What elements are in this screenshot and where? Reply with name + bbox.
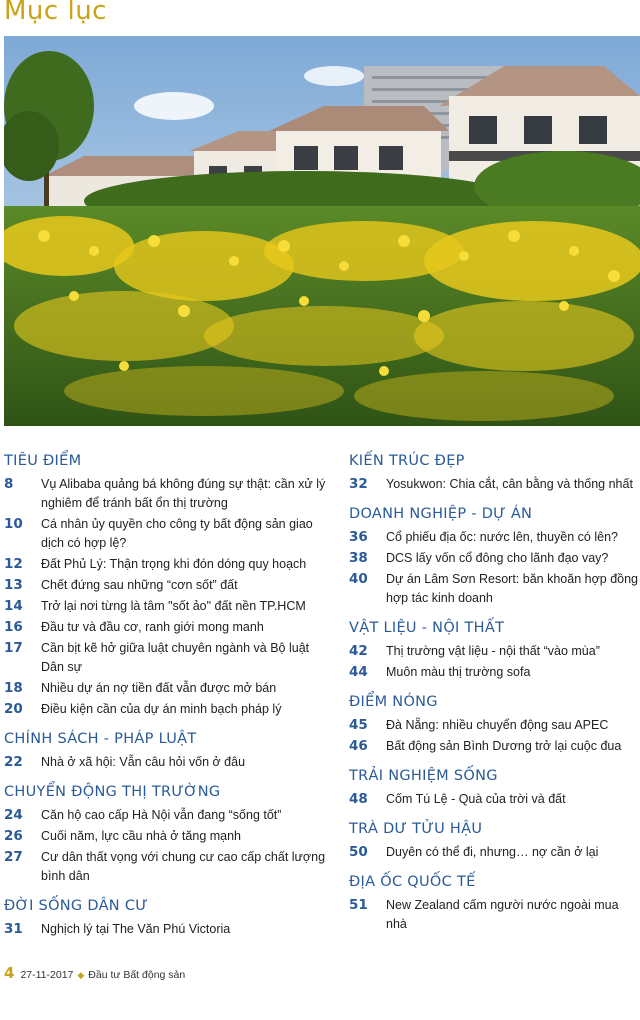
article-title: Cốm Tú Lệ - Quà của trời và đất [386,792,566,806]
toc-entry[interactable] [349,642,640,661]
footer-page-number: 4 [4,964,15,982]
toc-section [349,693,640,756]
page-number: 8 [4,476,14,492]
hero-photo [4,36,640,426]
section-title: TIÊU ĐIỂM [4,453,82,469]
section-title: TRẢI NGHIỆM SỐNG [349,768,498,784]
page-number: 27 [4,849,23,865]
page-number: 24 [4,807,23,823]
article-title: Thị trường vật liệu - nội thất “vào mùa” [386,644,600,658]
toc-entry[interactable] [4,920,330,939]
article-title: Vụ Alibaba quảng bá không đúng sự thật: cần xử lý nghiêm để tránh bất ổn thị trường [41,477,326,510]
page-number: 50 [349,844,368,860]
section-title: ĐIỂM NÓNG [349,694,438,710]
article-title: DCS lấy vốn cổ đông cho lãnh đạo vay? [386,551,609,565]
toc-section [349,619,640,682]
article-title: Cư dân thất vọng với chung cư cao cấp chất lượng bình dân [41,850,326,883]
article-title: Điều kiện cần của dự án minh bạch pháp lý [41,702,282,716]
article-title: Nhiều dự án nợ tiền đất vẫn được mở bán [41,681,277,695]
villa-garden-photo-icon [4,36,640,426]
toc-entry[interactable] [349,475,640,494]
page-number: 38 [349,550,368,566]
toc-section [349,505,640,608]
section-title: CHÍNH SÁCH - PHÁP LUẬT [4,731,197,747]
toc-entry[interactable] [349,843,640,862]
page-number: 31 [4,921,23,937]
toc-entry[interactable] [4,679,330,698]
toc-entry[interactable] [4,597,330,616]
page-number: 32 [349,476,368,492]
toc-entry[interactable] [4,700,330,719]
section-title: KIẾN TRÚC ĐẸP [349,453,465,469]
article-title: Nghịch lý tại The Văn Phú Victoria [41,922,231,936]
article-title: Bất động sản Bình Dương trở lại cuộc đua [386,739,622,753]
page-number: 46 [349,738,368,754]
toc-entry[interactable] [4,639,330,677]
section-title: TRÀ DƯ TỬU HẬU [349,821,483,837]
footer-date: 27-11-2017 [20,969,74,981]
page-number: 12 [4,556,23,572]
toc-entry[interactable] [4,618,330,637]
toc-entry[interactable] [4,555,330,574]
article-title: Đà Nẵng: nhiều chuyển động sau APEC [386,718,609,732]
article-title: Yosukwon: Chia cắt, cân bằng và thống nhất [386,477,633,491]
toc-left-column [4,452,330,950]
toc-entry[interactable] [4,848,330,886]
section-title: DOANH NGHIỆP - DỰ ÁN [349,506,533,522]
page-number: 20 [4,701,23,717]
article-title: Muôn màu thị trường sofa [386,665,531,679]
toc-entry[interactable] [4,753,330,772]
article-title: New Zealand cấm người nước ngoài mua nhà [386,898,619,931]
section-title: ĐỊA ỐC QUỐC TẾ [349,874,476,890]
page-number: 45 [349,717,368,733]
page-title: Mục lục [4,0,107,26]
article-title: Nhà ở xã hội: Vẫn câu hỏi vốn ở đâu [41,755,246,769]
toc-section [349,767,640,809]
article-title: Đầu tư và đầu cơ, ranh giới mong manh [41,620,264,634]
article-title: Cổ phiếu địa ốc: nước lên, thuyền có lên? [386,530,618,544]
toc-entry[interactable] [349,716,640,735]
article-title: Cá nhân ủy quyền cho công ty bất động sản giao dịch có hợp lệ? [41,517,313,550]
toc-entry[interactable] [349,528,640,547]
toc-section [4,730,330,772]
article-title: Đất Phủ Lý: Thận trọng khi đón dóng quy hoạch [41,557,307,571]
article-title: Trở lại nơi từng là tâm "sốt ảo" đất nền TP.HCM [41,599,306,613]
toc-entry[interactable] [4,515,330,553]
page-number: 44 [349,664,368,680]
article-title: Duyên có thể đi, nhưng… nợ cần ở lại [386,845,599,859]
diamond-separator-icon: ◆ [77,970,85,980]
article-title: Dự án Lâm Sơn Resort: băn khoăn hợp đồng hợp tác kinh doanh [386,572,638,605]
toc-entry[interactable] [349,737,640,756]
toc-section [4,452,330,719]
toc-right-column [349,452,640,945]
page-number: 10 [4,516,23,532]
toc-section [349,873,640,934]
toc-entry[interactable] [349,570,640,608]
page-number: 16 [4,619,23,635]
article-title: Căn hộ cao cấp Hà Nội vẫn đang “sống tốt” [41,808,282,822]
toc-section [4,783,330,886]
page-number: 48 [349,791,368,807]
toc-entry[interactable] [4,806,330,825]
page-number: 40 [349,571,368,587]
page-number: 51 [349,897,368,913]
section-title: ĐỜI SỐNG DÂN CƯ [4,898,149,914]
article-title: Chết đứng sau những “cơn sốt” đất [41,578,238,592]
page-number: 22 [4,754,23,770]
toc-entry[interactable] [4,827,330,846]
toc-section [4,897,330,939]
toc-entry[interactable] [349,549,640,568]
toc-entry[interactable] [349,663,640,682]
page-number: 14 [4,598,23,614]
toc-entry[interactable] [349,790,640,809]
toc-entry[interactable] [4,475,330,513]
toc-section [349,452,640,494]
page-number: 17 [4,640,23,656]
page-number: 36 [349,529,368,545]
footer-publication: Đầu tư Bất động sản [88,969,186,981]
toc-entry[interactable] [349,896,640,934]
section-title: CHUYỂN ĐỘNG THỊ TRƯỜNG [4,784,221,800]
page-number: 42 [349,643,368,659]
toc-entry[interactable] [4,576,330,595]
section-title: VẬT LIỆU - NỘI THẤT [349,620,505,636]
toc-section [349,820,640,862]
page-number: 26 [4,828,23,844]
page-number: 18 [4,680,23,696]
article-title: Cuối năm, lực cầu nhà ở tăng mạnh [41,829,242,843]
page-footer [4,964,185,982]
page-number: 13 [4,577,23,593]
article-title: Cần bịt kẽ hở giữa luật chuyên ngành và Bộ luật Dân sự [41,641,310,674]
